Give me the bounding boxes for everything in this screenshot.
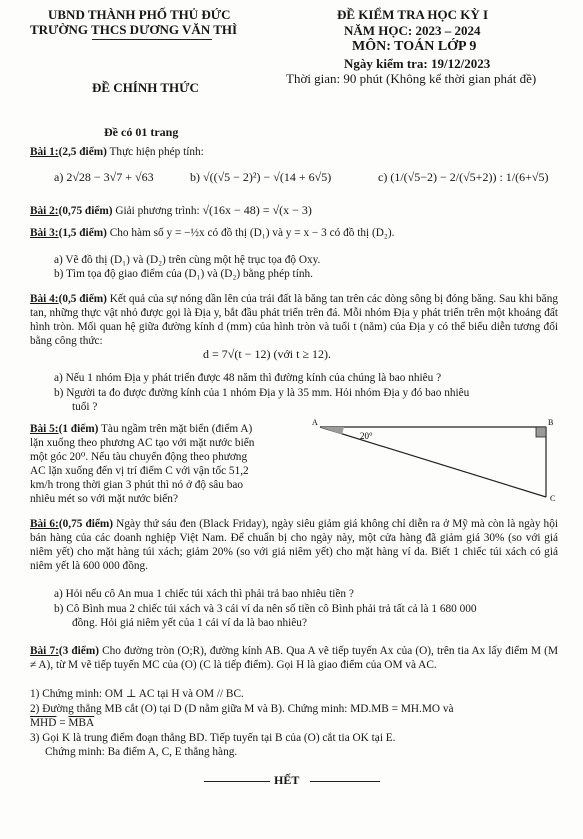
bai1-b: b) √((√5 − 2)²) − √(14 + 6√5) — [190, 170, 332, 184]
equals-sign: = — [56, 717, 69, 729]
bai6-b-line2: đồng. Hỏi giá niêm yết của 1 cái ví da là bao nhiêu? — [72, 617, 307, 629]
bai7-q1: 1) Chứng minh: OM ⊥ AC tại H và OM // BC. — [30, 688, 244, 700]
bai5-label: Bài 5: — [30, 423, 59, 435]
page-count: Đề có 01 trang — [104, 125, 179, 139]
bai5-text-5: nhiêu mét so với mặt nước biển? — [30, 493, 178, 505]
bai1-a: a) 2√28 − 3√7 + √63 — [54, 170, 154, 184]
bai4-b-line2: tuổi ? — [72, 401, 98, 413]
point-b-label: B — [548, 418, 554, 427]
bai7-q3-line1: 3) Gọi K là trung điểm đoạn thẳng BD. Tiếp tuyến tại B của (O) cắt tia OK tại E. — [30, 732, 396, 744]
bai7-paragraph — [30, 644, 558, 672]
bai4-paragraph — [30, 292, 558, 348]
bai1-points: (2,5 điểm) — [58, 146, 107, 158]
submarine-figure — [300, 417, 568, 513]
bai4-a: a) Nếu 1 nhóm Địa y phát triển được 48 năm thì đường kính của chúng là bao nhiêu ? — [54, 372, 442, 384]
right-angle-marker — [536, 427, 546, 437]
exam-title: ĐỀ KIỂM TRA HỌC KỲ I — [337, 7, 489, 22]
footer-dash-left — [204, 781, 270, 782]
bai6-b-line1: b) Cô Bình mua 2 chiếc túi xách và 3 cái ví da nên số tiền cô Bình phải trả tất cả là 1 680 000 — [54, 603, 477, 615]
header-divider — [92, 39, 212, 40]
point-c-label: C — [550, 494, 556, 503]
bai3-a: a) Vẽ đồ thị (D₁) và (D₂) trên cùng một hệ trục tọa độ Oxy. — [54, 254, 321, 266]
footer-dash-right — [310, 781, 380, 782]
bai5-text-4: km/h trong thời gian 3 phút thì nó ở độ sâu bao — [30, 479, 244, 491]
angle-mba: $\overline{MBA}$ — [68, 717, 95, 729]
footer-end — [204, 773, 380, 787]
bai5-text-2: một góc 20⁰. Nếu tàu chuyển động theo phương — [30, 451, 248, 463]
dive-path-line — [320, 427, 546, 497]
bai7-points: (3 điểm) — [58, 645, 99, 657]
bai6-label: Bài 6: — [30, 518, 59, 530]
bai6-points: (0,75 điểm) — [58, 518, 114, 530]
bai5-line1 — [30, 422, 310, 436]
angle-mhd: $\overline{MHD}$ — [30, 717, 57, 729]
bai4-formula: d = 7√(t − 12) (với t ≥ 12). — [203, 347, 332, 361]
bai6-text: Ngày thứ sáu đen (Black Friday), ngày siêu giảm giá không chỉ diễn ra ở Mỹ mà còn là ngày hội bán hàng của các doanh nghiệp Việt Nam. Để chuẩn bị cho ngày này, một cửa hàng đã giảm giá 30% (so với giá niêm yết) cho mặt hàng túi xách; giảm 20% (so với giá niêm yết) cho mặt hàng ví da. Biết 1 chiếc túi xách có giá niêm yết là 600 000 đồng. — [30, 518, 558, 572]
bai6-a: a) Hỏi nếu cô An mua 1 chiếc túi xách thì phải trả bao nhiêu tiền ? — [54, 588, 354, 600]
department-name: UBND THÀNH PHỐ THỦ ĐỨC — [48, 7, 231, 22]
official-label: ĐỀ CHÍNH THỨC — [92, 80, 199, 95]
bai6-paragraph — [30, 517, 558, 573]
bai2-text: Giải phương trình: — [115, 205, 200, 217]
bai1-heading — [30, 145, 558, 159]
bai7-q2-line2 — [30, 716, 558, 730]
bai4-b-line1: b) Người ta đo được đường kính của 1 nhóm Địa y là 35 mm. Hỏi nhóm Địa y đó bao nhiêu — [54, 387, 470, 399]
bai3-label: Bài 3: — [30, 227, 59, 239]
bai5-text-0: Tàu ngầm trên mặt biển (điểm A) — [101, 423, 253, 435]
bai1-label: Bài 1: — [30, 146, 59, 158]
point-a-label: A — [312, 418, 318, 427]
bai5-text-3: AC lặn xuống đến vị trí điểm C với vận tốc 51,2 — [30, 465, 249, 477]
subject: MÔN: TOÁN LỚP 9 — [352, 39, 477, 54]
bai7-label: Bài 7: — [30, 645, 59, 657]
bai7-q3-line2: Chứng minh: Ba điểm A, C, E thẳng hàng. — [45, 746, 238, 758]
end-label: HẾT — [274, 773, 300, 787]
bai1-text: Thực hiện phép tính: — [109, 146, 204, 158]
exam-time: Thời gian: 90 phút (Không kể thời gian phát đề) — [286, 71, 537, 86]
bai3-points: (1,5 điểm) — [58, 227, 107, 239]
bai5-text-1: lặn xuống theo phương AC tạo với mặt nước biển — [30, 437, 255, 449]
school-year: NĂM HỌC: 2023 – 2024 — [344, 23, 481, 38]
bai1-c: c) (1/(√5−2) − 2/(√5+2)) : 1/(6+√5) — [378, 170, 549, 184]
bai2-equation: √(16x − 48) = √(x − 3) — [202, 203, 312, 217]
bai5-points: (1 điểm) — [58, 423, 99, 435]
angle-label: 20° — [360, 431, 373, 441]
bai3-heading — [30, 226, 558, 240]
angle-marker — [320, 427, 344, 435]
exam-date: Ngày kiểm tra: 19/12/2023 — [344, 56, 491, 71]
bai2-points: (0,75 điểm) — [58, 205, 113, 217]
bai3-b: b) Tìm tọa độ giao điểm của (D₁) và (D₂) bằng phép tính. — [54, 268, 313, 280]
bai2-heading — [30, 203, 558, 218]
bai7-q2-line1: 2) Đường thẳng MB cắt (O) tại D (D nằm giữa M và B). Chứng minh: MD.MB = MH.MO và — [30, 703, 454, 715]
bai2-label: Bài 2: — [30, 205, 59, 217]
bai4-label: Bài 4: — [30, 293, 59, 305]
school-name: TRƯỜNG THCS DƯƠNG VĂN THÌ — [30, 22, 238, 37]
bai4-text: Kết quả của sự nóng dần lên của trái đất là băng tan trên các dòng sông bị đóng băng. Sau khi băng tan, những thực vật nhỏ được gọi là Địa y, bắt đầu phát triển trên đá. Mỗi nhóm Địa y phát triển trên một khoảng đất hình tròn. Mối quan hệ giữa đường kính d (mm) của hình tròn và tuổi t (năm) của Địa y có thể biểu diễn tương đối bằng công thức: — [30, 293, 558, 347]
bai7-text: Cho đường tròn (O;R), đường kính AB. Qua A vẽ tiếp tuyến Ax của (O), trên tia Ax lấy điểm M (M ≠ A), từ M vẽ tiếp tuyến MC của (O) (C là tiếp điểm). Gọi H là giao điểm của OM và AC. — [30, 645, 558, 671]
bai4-points: (0,5 điểm) — [58, 293, 107, 305]
bai3-text: Cho hàm số y = −½x có đồ thị (D₁) và y = x − 3 có đồ thị (D₂). — [109, 227, 395, 239]
